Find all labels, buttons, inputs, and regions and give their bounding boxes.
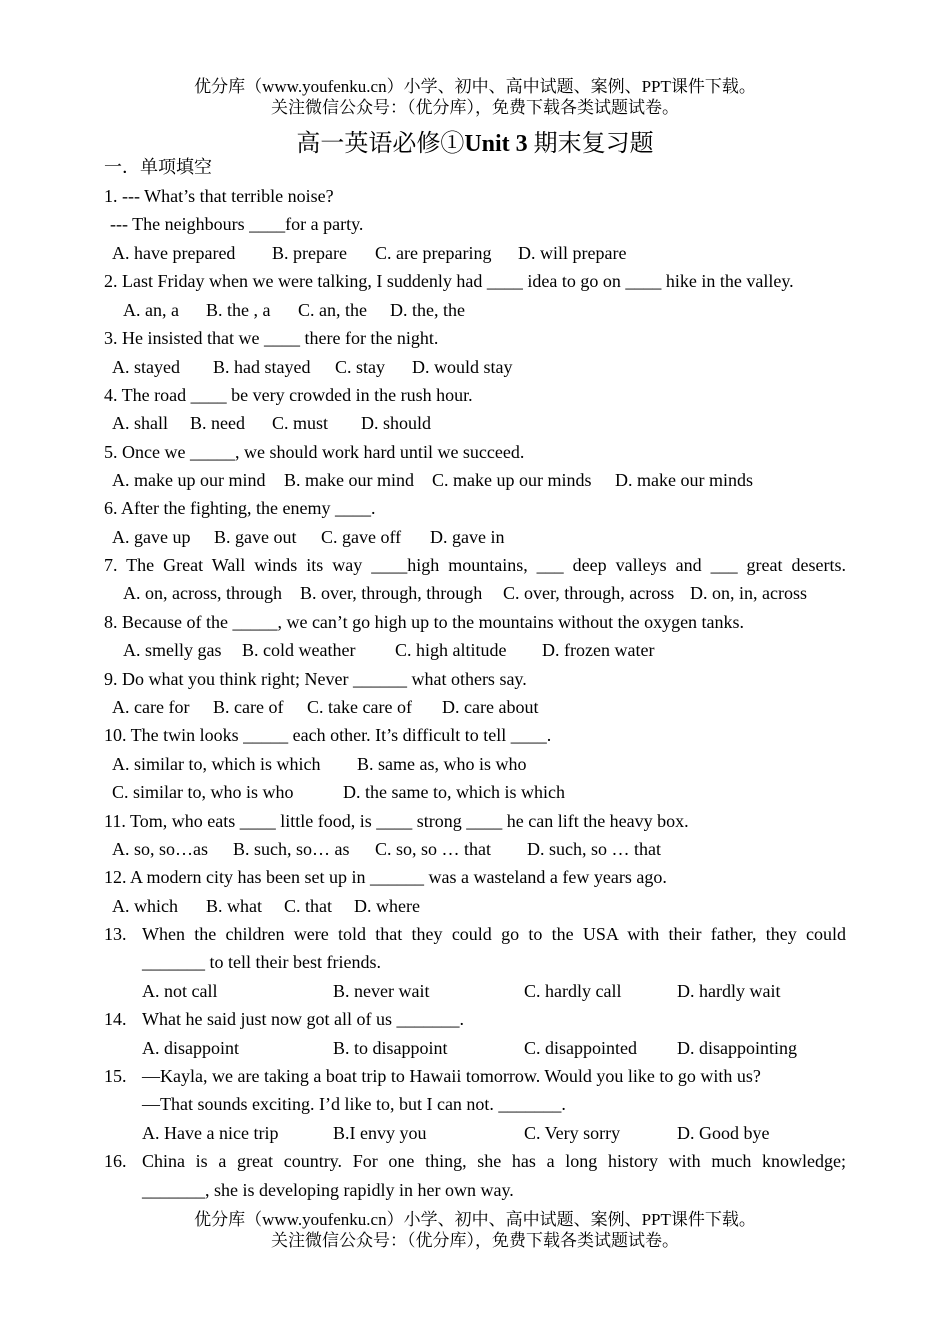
q6-option-b: B. gave out xyxy=(214,527,297,547)
q10-option-d: D. the same to, which is which xyxy=(343,782,565,802)
q15-option-b: B.I envy you xyxy=(333,1123,427,1143)
q11-option-b: B. such, so… as xyxy=(233,839,350,859)
q3-option-a: A. stayed xyxy=(112,357,180,377)
q9-stem: 9. Do what you think right; Never ______ what others say. xyxy=(104,669,527,689)
q5-option-b: B. make our mind xyxy=(284,470,414,490)
q4-option-d: D. should xyxy=(361,413,432,433)
q2-option-d: D. the, the xyxy=(390,300,465,320)
title-suffix: 期末复习题 xyxy=(533,131,654,157)
q11-option-d: D. such, so … that xyxy=(527,839,661,859)
q1-option-b: B. prepare xyxy=(272,243,347,263)
q10-option-c: C. similar to, who is who xyxy=(112,782,294,802)
q9-option-a: A. care for xyxy=(112,697,190,717)
q11-option-c: C. so, so … that xyxy=(375,839,492,859)
q6-option-c: C. gave off xyxy=(321,527,402,547)
footer-line-2: 关注微信公众号：（优分库），免费下载各类试题试卷。 xyxy=(271,1231,679,1250)
q1-option-c: C. are preparing xyxy=(375,243,492,263)
footer-line-1: 优分库（www.youfenku.cn）小学、初中、高中试题、案例、PPT课件下载。 xyxy=(194,1210,756,1229)
q5-stem: 5. Once we _____, we should work hard until we succeed. xyxy=(104,442,525,462)
q9-option-d: D. care about xyxy=(442,697,539,717)
q8-option-b: B. cold weather xyxy=(242,640,356,660)
q3-option-d: D. would stay xyxy=(412,357,513,377)
q14-option-d: D. disappointing xyxy=(677,1038,797,1058)
q4-option-b: B. need xyxy=(190,413,245,433)
section-heading: 一．单项填空 xyxy=(104,157,212,177)
q14-number: 14. xyxy=(104,1009,127,1029)
q12-option-d: D. where xyxy=(354,896,420,916)
q15-option-a: A. Have a nice trip xyxy=(142,1123,279,1143)
q13-stem: When the children were told that they could go to the USA with their father, they could xyxy=(142,924,846,944)
q14-stem: What he said just now got all of us _______. xyxy=(142,1009,464,1029)
title-unit: Unit 3 xyxy=(464,131,528,157)
q1-stem: 1. --- What’s that terrible noise? xyxy=(104,186,334,206)
page-title xyxy=(0,123,950,158)
q8-stem: 8. Because of the _____, we can’t go high up to the mountains without the oxygen tanks. xyxy=(104,612,745,632)
q6-option-d: D. gave in xyxy=(430,527,505,547)
q14-option-b: B. to disappoint xyxy=(333,1038,448,1058)
q3-option-c: C. stay xyxy=(335,357,386,377)
q15-number: 15. xyxy=(104,1066,127,1086)
q10-stem: 10. The twin looks _____ each other. It’s difficult to tell ____. xyxy=(104,725,552,745)
q15-option-c: C. Very sorry xyxy=(524,1123,621,1143)
q15-stem: —Kayla, we are taking a boat trip to Hawaii tomorrow. Would you like to go with us? xyxy=(142,1066,761,1086)
q3-stem: 3. He insisted that we ____ there for the night. xyxy=(104,328,439,348)
q14-option-a: A. disappoint xyxy=(142,1038,239,1058)
q8-option-c: C. high altitude xyxy=(395,640,507,660)
q16-number: 16. xyxy=(104,1151,127,1171)
q2-option-b: B. the , a xyxy=(206,300,271,320)
q12-stem: 12. A modern city has been set up in ______ was a wasteland a few years ago. xyxy=(104,867,667,887)
q7-option-c: C. over, through, across xyxy=(503,583,675,603)
q8-option-a: A. smelly gas xyxy=(123,640,222,660)
q2-option-c: C. an, the xyxy=(298,300,367,320)
q13-option-c: C. hardly call xyxy=(524,981,622,1001)
q15-stem-2: —That sounds exciting. I’d like to, but I can not. _______. xyxy=(142,1094,566,1114)
q13-option-d: D. hardly wait xyxy=(677,981,781,1001)
q12-option-a: A. which xyxy=(112,896,178,916)
q2-stem: 2. Last Friday when we were talking, I suddenly had ____ idea to go on ____ hike in the valley. xyxy=(104,271,794,291)
q1-option-d: D. will prepare xyxy=(518,243,627,263)
q12-option-b: B. what xyxy=(206,896,262,916)
q1-option-a: A. have prepared xyxy=(112,243,236,263)
title-prefix: 高一英语必修① xyxy=(296,131,465,157)
q9-option-c: C. take care of xyxy=(307,697,412,717)
q8-option-d: D. frozen water xyxy=(542,640,655,660)
q6-option-a: A. gave up xyxy=(112,527,191,547)
q16-stem-2: _______, she is developing rapidly in her own way. xyxy=(142,1180,514,1200)
q13-stem-2: _______ to tell their best friends. xyxy=(142,952,381,972)
q10-option-a: A. similar to, which is which xyxy=(112,754,321,774)
q4-option-c: C. must xyxy=(272,413,329,433)
q13-number: 13. xyxy=(104,924,127,944)
q7-stem: 7. The Great Wall winds its way ____high mountains, ___ deep valleys and ___ great deserts. xyxy=(104,555,846,575)
q1-stem-2: --- The neighbours ____for a party. xyxy=(110,214,364,234)
header-line-1: 优分库（www.youfenku.cn）小学、初中、高中试题、案例、PPT课件下载。 xyxy=(194,77,756,96)
q6-stem: 6. After the fighting, the enemy ____. xyxy=(104,498,376,518)
q15-option-d: D. Good bye xyxy=(677,1123,770,1143)
q3-option-b: B. had stayed xyxy=(213,357,311,377)
q9-option-b: B. care of xyxy=(213,697,284,717)
q5-option-a: A. make up our mind xyxy=(112,470,266,490)
q11-option-a: A. so, so…as xyxy=(112,839,209,859)
q4-stem: 4. The road ____ be very crowded in the rush hour. xyxy=(104,385,473,405)
q13-option-b: B. never wait xyxy=(333,981,430,1001)
q14-option-c: C. disappointed xyxy=(524,1038,637,1058)
q12-option-c: C. that xyxy=(284,896,332,916)
q7-option-d: D. on, in, across xyxy=(690,583,807,603)
q7-option-b: B. over, through, through xyxy=(300,583,483,603)
q11-stem: 11. Tom, who eats ____ little food, is ____ strong ____ he can lift the heavy box. xyxy=(104,811,689,831)
q13-option-a: A. not call xyxy=(142,981,218,1001)
q5-option-c: C. make up our minds xyxy=(432,470,592,490)
q4-option-a: A. shall xyxy=(112,413,168,433)
q5-option-d: D. make our minds xyxy=(615,470,753,490)
q7-option-a: A. on, across, through xyxy=(123,583,282,603)
header-line-2: 关注微信公众号：（优分库），免费下载各类试题试卷。 xyxy=(271,98,679,117)
q10-option-b: B. same as, who is who xyxy=(357,754,527,774)
q2-option-a: A. an, a xyxy=(123,300,179,320)
q16-stem: China is a great country. For one thing, she has a long history with much knowledge; xyxy=(142,1151,846,1171)
